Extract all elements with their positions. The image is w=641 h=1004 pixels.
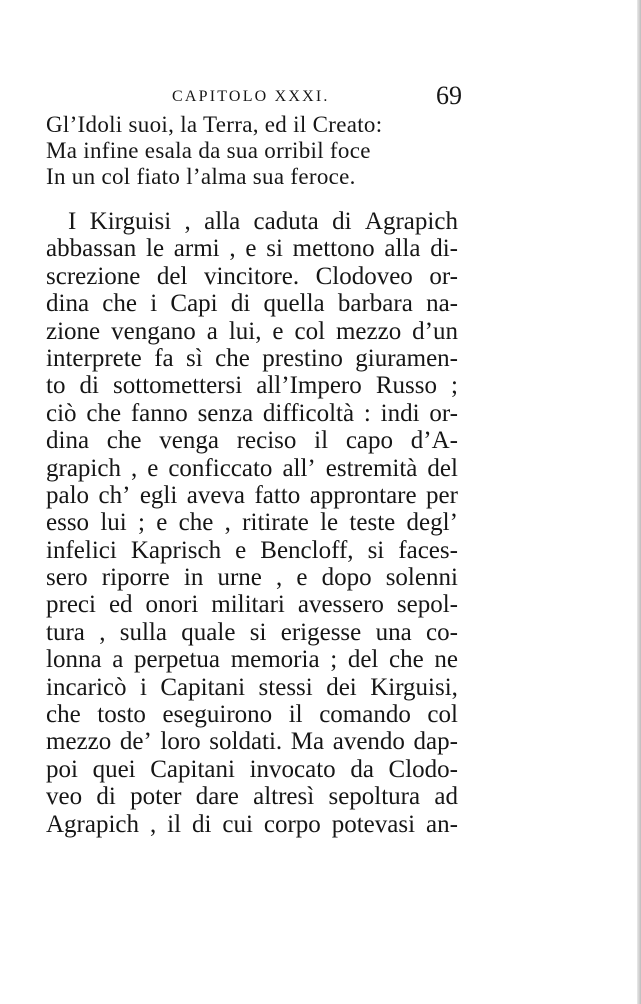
prose-line: palo ch’ egli aveva fatto approntare per	[46, 481, 458, 509]
page-edge	[637, 0, 641, 1004]
prose-line: zione vengano a lui, e col mezzo d’un	[46, 317, 458, 345]
verse-line: In un col fiato l’alma sua feroce.	[46, 164, 356, 189]
prose-line: abbassan le armi , e si mettono alla di-	[46, 235, 458, 263]
page-header	[172, 81, 462, 110]
prose-line: esso lui ; e che , ritirate le teste degl’	[46, 509, 458, 537]
prose-line: preci ed onori militari avessero sepol-	[46, 591, 458, 619]
prose-line: tura , sulla quale si erigesse una co-	[46, 618, 458, 646]
prose-line: grapich , e conficcato all’ estremità del	[46, 454, 458, 482]
prose-line: lonna a perpetua memoria ; del che ne	[46, 646, 458, 674]
prose-line: dina che venga reciso il capo d’A-	[46, 427, 458, 455]
prose-line: Agrapich , il di cui corpo potevasi an-	[46, 810, 458, 838]
prose-line: incaricò i Capitani stessi dei Kirguisi,	[46, 673, 458, 701]
prose-line: sero riporre in urne , e dopo solenni	[46, 564, 458, 592]
prose-line: interprete fa sì che prestino giuramen-	[46, 344, 458, 372]
running-head: CAPITOLO XXXI.	[172, 88, 330, 105]
prose-line: ciò che fanno senza difficoltà : indi or-	[46, 399, 458, 427]
verse-block	[46, 112, 436, 190]
prose-line: I Kirguisi , alla caduta di Agrapich	[68, 208, 458, 235]
prose-line: mezzo de’ loro soldati. Ma avendo dap-	[46, 728, 458, 756]
prose-line: veo di poter dare altresì sepoltura ad	[46, 783, 458, 811]
verse-line: Ma infine esala da sua orribil foce	[46, 138, 371, 163]
page-number: 69	[436, 81, 462, 110]
prose-paragraph	[46, 208, 458, 838]
prose-line: che tosto eseguirono il comando col	[46, 701, 458, 729]
prose-line: dina che i Capi di quella barbara na-	[46, 290, 458, 318]
prose-line: screzione del vincitore. Clodoveo or-	[46, 262, 458, 290]
verse-line: Gl’Idoli suoi, la Terra, ed il Creato:	[46, 112, 383, 137]
prose-line: poi quei Capitani invocato da Clodo-	[46, 755, 458, 783]
prose-line: infelici Kaprisch e Bencloff, si faces-	[46, 536, 458, 564]
prose-line: to di sottomettersi all’Impero Russo ;	[46, 372, 458, 400]
